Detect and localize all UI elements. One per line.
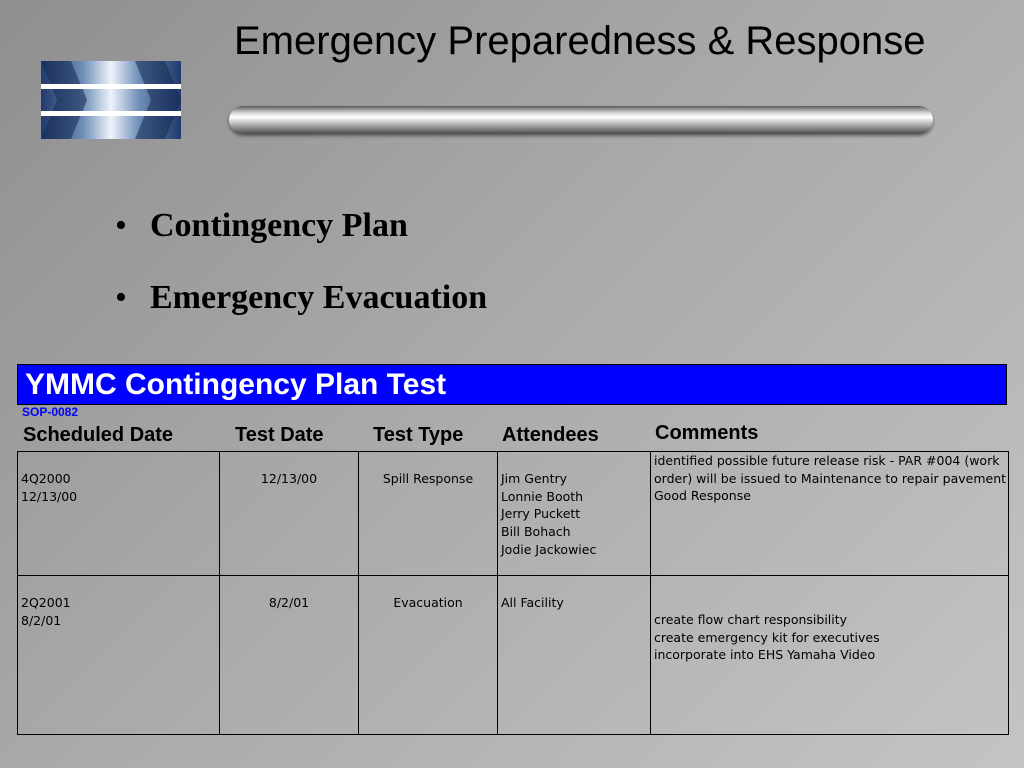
bullet-list [115, 200, 487, 344]
col-header-test-type: Test Type [373, 424, 464, 446]
cell-comments: identified possible future release risk - PAR #004 (work order) will be issued to Maintenance to repair pavement Good Response [651, 452, 1009, 576]
cell-test-date: 12/13/00 [220, 452, 359, 576]
table-row [18, 576, 1009, 735]
title-underline-bar [229, 106, 933, 134]
bullet-dot-icon: • [115, 207, 127, 244]
col-header-test-date: Test Date [235, 424, 324, 446]
col-header-scheduled-date: Scheduled Date [23, 424, 174, 446]
contingency-table [17, 451, 1009, 735]
slide-title: Emergency Preparedness & Response [234, 19, 926, 63]
bullet-item: • Emergency Evacuation [115, 272, 487, 344]
cell-test-type: Evacuation [359, 576, 498, 735]
cell-attendees: All Facility [498, 576, 651, 735]
cell-test-date: 8/2/01 [220, 576, 359, 735]
cell-test-type: Spill Response [359, 452, 498, 576]
table-banner [17, 364, 1007, 405]
cell-comments: create flow chart responsibility create emergency kit for executives incorporate into EHS Yamaha Video [651, 576, 1009, 735]
col-header-comments: Comments [655, 422, 759, 444]
doc-code: SOP-0082 [22, 405, 79, 419]
table-banner-title: YMMC Contingency Plan Test [25, 368, 447, 401]
col-header-attendees: Attendees [502, 424, 599, 446]
bullet-item: • Contingency Plan [115, 200, 487, 272]
cell-attendees: Jim Gentry Lonnie Booth Jerry Puckett Bill Bohach Jodie Jackowiec [498, 452, 651, 576]
table-row [18, 452, 1009, 576]
cell-scheduled-date: 4Q2000 12/13/00 [18, 452, 220, 576]
bullet-dot-icon: • [115, 279, 127, 316]
cell-scheduled-date: 2Q2001 8/2/01 [18, 576, 220, 735]
chevron-logo [41, 61, 181, 139]
